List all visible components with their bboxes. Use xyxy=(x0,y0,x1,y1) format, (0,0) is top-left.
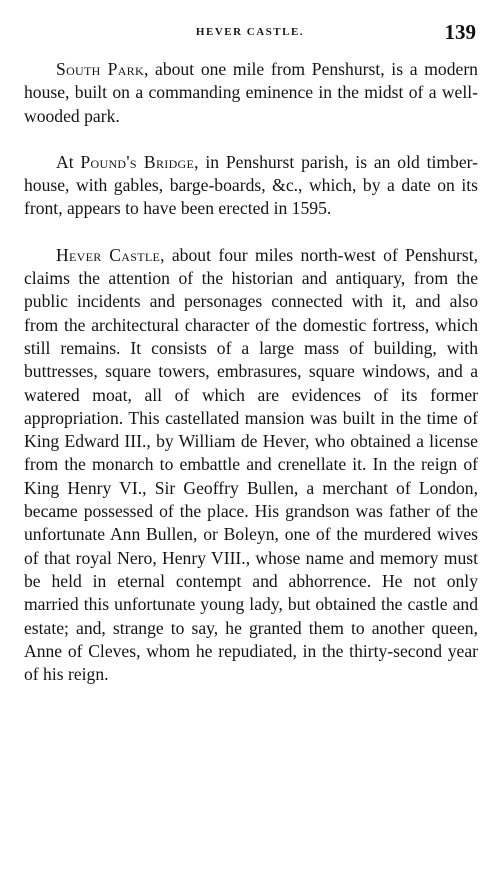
paragraph-pounds-bridge xyxy=(24,151,478,221)
body-text xyxy=(24,58,478,709)
running-title: HEVER CASTLE. xyxy=(195,26,305,38)
page-number: 139 xyxy=(444,20,476,44)
place-name-south-park: South Park xyxy=(56,59,144,79)
paragraph-prefix: At xyxy=(56,151,81,172)
place-name-pounds-bridge: Pound's Bridge xyxy=(80,151,195,172)
paragraph-south-park xyxy=(24,58,478,128)
running-head xyxy=(0,22,500,46)
paragraph-text: , about one mile from Penshurst, is a modern house, built on a commanding eminence in the midst of a well-wooded park. xyxy=(24,59,478,126)
place-name-hever-castle: Hever Castle xyxy=(56,244,161,265)
paragraph-text: , about four miles north-west of Penshurst, claims the attention of the historian and antiquary, from the public incidents and personages connected with it, and also from the architectural character of the domestic fortress, which still remains. It consists of a large mass of building, with buttresses, square towers, embrasures, square windows, and a watered moat, all of which are evidences of its former appropriation. This castellated mansion was built in the time of King Edward III., by William de Hever, who obtained a license from the monarch to embattle and crenellate it. In the reign of King Henry VI., Sir Geoffry Bullen, a merchant of London, became possessed of the place. His grandson was father of the unfortunate Ann Bullen, or Boleyn, one of the murdered wives of that royal Nero, Henry VIII., whose name and memory must be held in eternal contempt and abhorrence. He not only married this unfortunate young lady, but obtained the castle and estate; and, strange to say, he granted them to another queen, Anne of Cleves, whom he repudiated, in the thirty-second year of his reign. xyxy=(24,244,479,685)
paragraph-hever-castle xyxy=(24,244,478,687)
paragraph-text: , in Penshurst parish, is an old timber-house, with gables, barge-boards, &c., which, by a date on its front, appears to have been erected in 1595. xyxy=(24,151,479,219)
